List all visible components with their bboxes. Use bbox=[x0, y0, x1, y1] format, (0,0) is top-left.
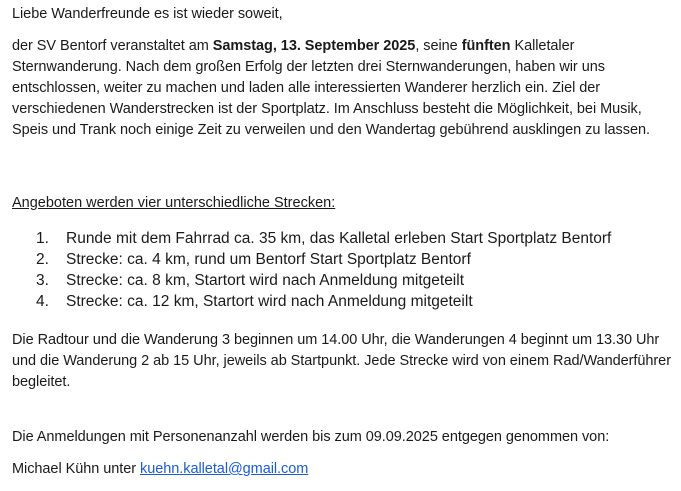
schedule-paragraph: Die Radtour und die Wanderung 3 beginnen um 14.00 Uhr, die Wanderungen 4 beginnt um 13.30 Uhr und die Wanderung 2 ab 15 Uhr, jeweils ab Startpunkt. Jede Strecke wird von einem Rad/Wanderführer begleitet. bbox=[12, 332, 671, 390]
list-item bbox=[36, 228, 611, 249]
list-item-number: 1. bbox=[36, 230, 49, 247]
email-link[interactable]: kuehn.kalletal@gmail.com bbox=[140, 461, 309, 477]
list-item-number: 3. bbox=[36, 272, 49, 289]
routes-heading: Angeboten werden vier unterschiedliche Strecken: bbox=[12, 194, 336, 211]
list-item-text: Strecke: ca. 4 km, rund um Bentorf Start Sportplatz Bentorf bbox=[66, 251, 471, 268]
registration-paragraph: Die Anmeldungen mit Personenanzahl werden bis zum 09.09.2025 entgegen genommen von: bbox=[12, 429, 610, 445]
event-date: Samstag, 13. September 2025 bbox=[212, 38, 416, 54]
list-item bbox=[36, 291, 611, 312]
list-item-text: Strecke: ca. 8 km, Startort wird nach Anmeldung mitgeteilt bbox=[66, 272, 465, 289]
list-item-text: Strecke: ca. 12 km, Startort wird nach Anmeldung mitgeteilt bbox=[66, 293, 473, 310]
list-item bbox=[36, 270, 611, 291]
greeting: Liebe Wanderfreunde es ist wieder soweit, bbox=[12, 6, 283, 22]
intro-paragraph bbox=[12, 36, 674, 141]
contact-prefix: Michael Kühn unter bbox=[12, 461, 141, 477]
list-item bbox=[36, 249, 611, 270]
list-item-number: 2. bbox=[36, 251, 49, 268]
intro-text-3: Kalletaler Sternwanderung. Nach dem großen Erfolg der letzten drei Sternwanderungen, haben wir uns entschlossen, weiter zu machen und laden alle interessierten Wanderer herzlich ein. Ziel der verschiedenen Wanderstrecken ist der Sportplatz. Im Anschluss besteht die Möglichkeit, bei Musik, Speis und Trank noch einige Zeit zu verweilen und den Wandertag gebührend ausklingen zu lassen. bbox=[12, 38, 650, 138]
intro-text-2: , seine bbox=[415, 38, 462, 54]
intro-text-1: der SV Bentorf veranstaltet am bbox=[12, 38, 213, 54]
list-item-number: 4. bbox=[36, 293, 49, 310]
event-ordinal: fünften bbox=[461, 38, 511, 54]
contact-line bbox=[12, 459, 308, 480]
list-item-text: Runde mit dem Fahrrad ca. 35 km, das Kalletal erleben Start Sportplatz Bentorf bbox=[66, 230, 612, 247]
routes-list bbox=[36, 228, 611, 312]
